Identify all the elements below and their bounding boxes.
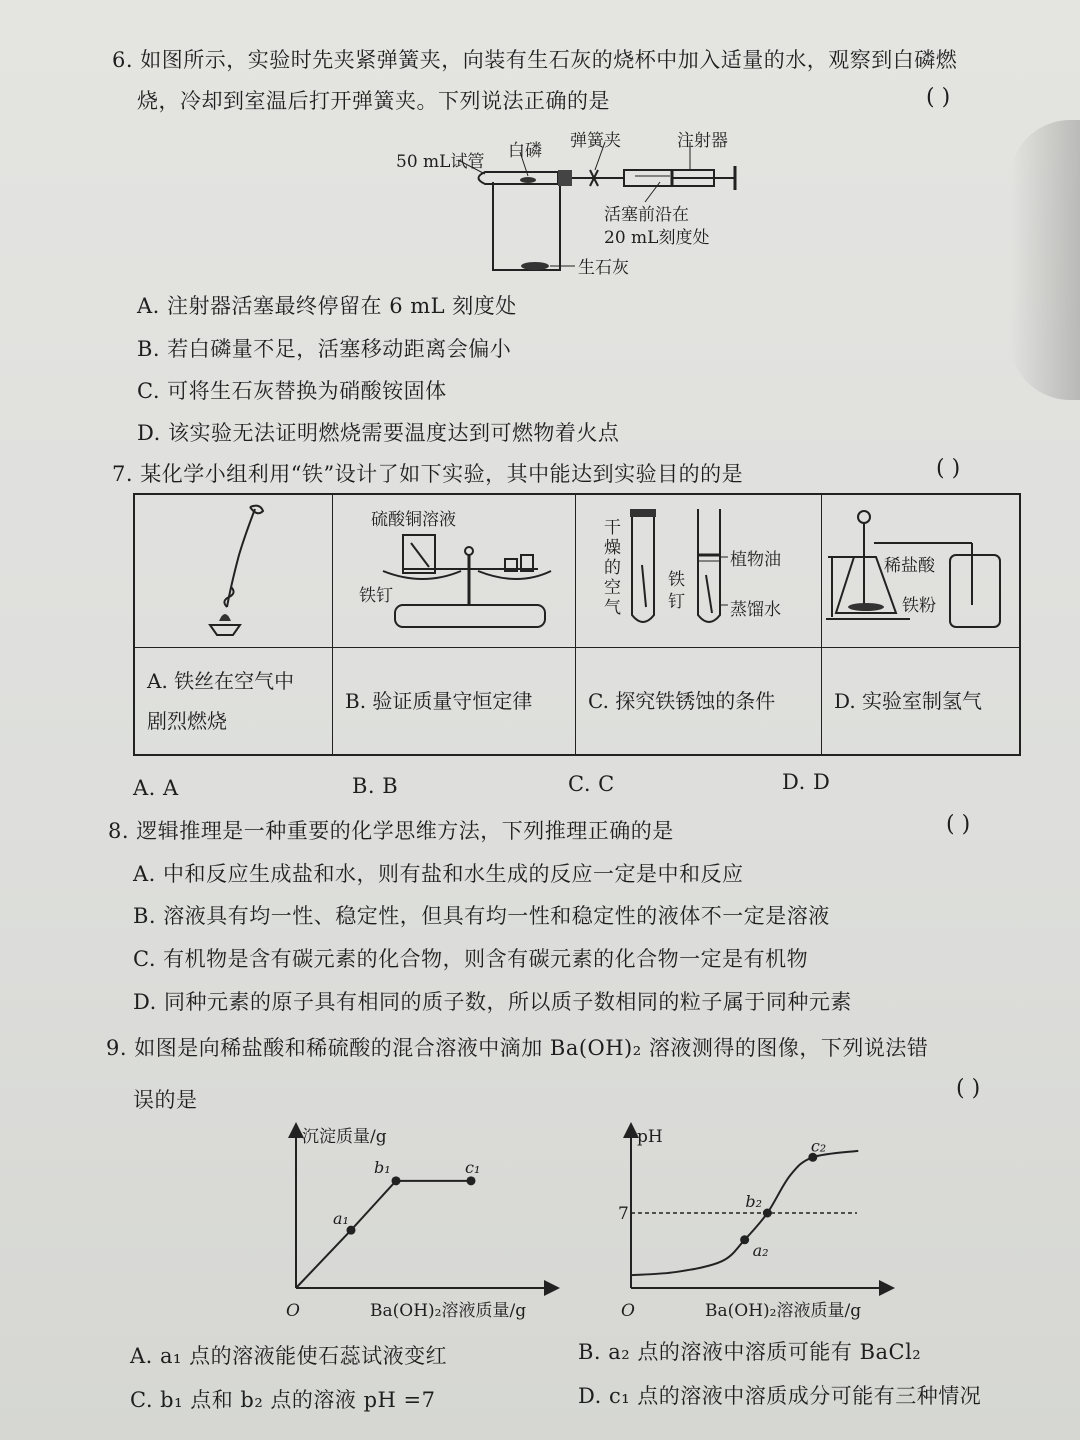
q6-label-clip: 弹簧夹 [570,131,621,151]
q9-precipitate-chart [270,1118,570,1328]
point-label-2: c₂ [810,1136,827,1156]
x-axis-label: Ba(OH)₂溶液质量/g [370,1301,527,1321]
q7-caption-d-text: D. 实验室制氢气 [834,688,983,713]
q6-option-a: A. 注射器活塞最终停留在 6 mL 刻度处 [137,294,517,318]
q7-answer-b: B. B [352,774,399,798]
q7-answer-d: D. D [782,770,831,794]
q7-label-copper-sulfate: 硫酸铜溶液 [371,510,456,530]
data-point-1 [392,1176,401,1185]
q6-stem-line1: 6. 如图所示，实验时先夹紧弹簧夹，向装有生石灰的烧杯中加入适量的水，观察到白磷燃 [112,48,958,72]
y-axis-label: 沉淀质量/g [302,1127,387,1147]
point-label-1: b₁ [374,1157,391,1177]
q8-answer-paren: ( ) [946,812,971,837]
data-point-2 [467,1176,476,1185]
q9-option-c: C. b₁ 点和 b₂ 点的溶液 pH =7 [130,1388,436,1412]
q9-stem-line2: 误的是 [133,1088,198,1112]
q7-cell-d-figure [822,494,1021,648]
q8-option-a: A. 中和反应生成盐和水，则有盐和水生成的反应一定是中和反应 [133,862,744,886]
point-label-1: b₂ [745,1192,763,1211]
q8-option-c: C. 有机物是含有碳元素的化合物，则含有碳元素的化合物一定是有机物 [133,947,809,971]
q6-label-quicklime: 生石灰 [578,258,629,278]
q6-stem-line2: 烧，冷却到室温后打开弹簧夹。下列说法正确的是 [137,89,610,113]
y-axis-label: pH [637,1127,663,1147]
q6-label-syringe: 注射器 [677,131,728,151]
q6-answer-paren: ( ) [926,85,951,110]
origin-label: O [286,1301,300,1321]
q7-label-nail-b: 铁钉 [359,586,393,606]
q7-caption-b [333,648,576,755]
q6-option-d: D. 该实验无法证明燃烧需要温度达到可燃物着火点 [137,421,620,445]
page-shadow [1010,120,1080,400]
q7-caption-a-line2: 剧烈燃烧 [147,708,227,733]
q7-cell-c-figure [576,494,822,648]
data-series-line [296,1181,471,1288]
q7-label-oil: 植物油 [730,550,781,570]
q7-label-iron-powder: 铁粉 [902,596,936,616]
q6-option-c: C. 可将生石灰替换为硝酸铵固体 [137,379,447,403]
q7-label-air-2: 燥 [604,538,621,558]
point-label-0: a₁ [333,1209,349,1229]
q9-option-d: D. c₁ 点的溶液中溶质成分可能有三种情况 [578,1384,982,1408]
q7-label-nail-c-1: 铁 [668,570,685,590]
q6-label-plunger-2: 20 mL刻度处 [604,228,710,248]
q7-caption-a [134,648,333,755]
q6-label-tube: 50 mL试管 [396,152,485,172]
q7-label-water: 蒸馏水 [730,600,781,620]
q8-option-d: D. 同种元素的原子具有相同的质子数，所以质子数相同的粒子属于同种元素 [133,990,852,1014]
q6-label-phosphorus: 白磷 [508,141,542,161]
q9-answer-paren: ( ) [956,1076,981,1101]
q7-caption-c-text: C. 探究铁锈蚀的条件 [588,688,776,713]
x-axis-label: Ba(OH)₂溶液质量/g [705,1301,862,1321]
q7-label-nail-c-2: 钉 [668,592,685,612]
q7-label-air-4: 空 [604,578,621,598]
tick-label-7: 7 [618,1204,629,1224]
q7-caption-d [822,648,1021,755]
q8-option-b: B. 溶液具有均一性、稳定性，但具有均一性和稳定性的液体不一定是溶液 [133,904,830,928]
q7-stem: 7. 某化学小组利用“铁”设计了如下实验，其中能达到实验目的的是 [112,462,744,486]
q6-label-plunger-1: 活塞前沿在 [604,205,689,225]
q7-cell-b-figure [333,494,576,648]
q9-ph-chart [605,1118,905,1328]
q7-caption-c [576,648,822,755]
q7-label-acid: 稀盐酸 [884,556,935,576]
point-label-2: c₁ [465,1157,481,1177]
q7-iron-wire-figure [135,495,330,643]
q7-answer-c: C. C [568,772,615,796]
q9-option-a: A. a₁ 点的溶液能使石蕊试液变红 [130,1344,448,1368]
data-point-0 [740,1235,749,1244]
point-label-0: a₂ [752,1240,769,1260]
q7-experiment-table [133,493,1021,756]
q7-answer-a: A. A [133,776,179,800]
q8-stem: 8. 逻辑推理是一种重要的化学思维方法，下列推理正确的是 [108,819,674,843]
q7-label-air-1: 干 [604,518,621,538]
q6-option-b: B. 若白磷量不足，活塞移动距离会偏小 [137,337,512,361]
q7-caption-a-line1: A. 铁丝在空气中 [147,668,295,693]
data-point-1 [763,1209,772,1218]
q7-label-air-3: 的 [604,558,621,578]
q7-cell-a-figure [134,494,333,648]
origin-label: O [621,1301,635,1321]
q9-option-b: B. a₂ 点的溶液中溶质可能有 BaCl₂ [578,1340,922,1364]
q7-answer-paren: ( ) [936,456,961,481]
q7-label-air-5: 气 [604,598,621,618]
q9-stem-line1: 9. 如图是向稀盐酸和稀硫酸的混合溶液中滴加 Ba(OH)₂ 溶液测得的图像，下列说法错 [106,1036,929,1060]
q7-caption-b-text: B. 验证质量守恒定律 [345,688,533,713]
